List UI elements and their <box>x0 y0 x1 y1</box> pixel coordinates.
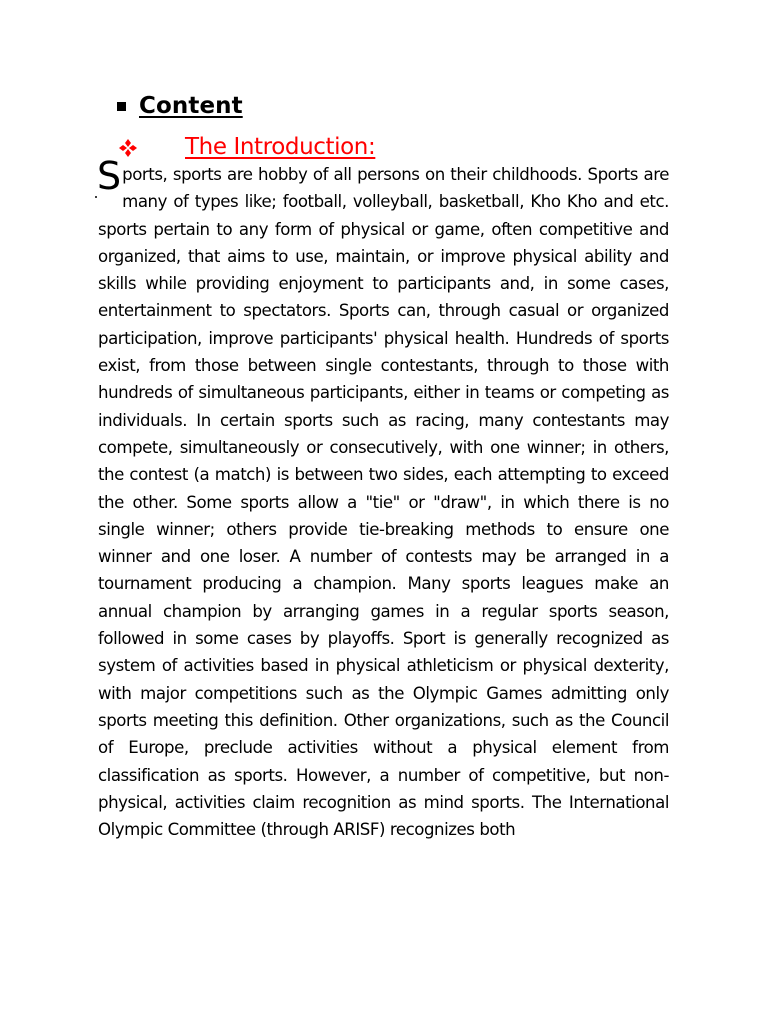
introduction-heading: The Introduction: <box>185 134 376 160</box>
content-heading-row <box>117 90 243 122</box>
paragraph-text: ports, sports are hobby of all persons on their childhoods. Sports are many of types like; football, volleyball, basketball, Kho Kho and etc. sports pertain to any form of physical or game, often competitive and organized, that aims to use, maintain, or improve physical ability and skills while providing enjoyment to participants and, in some cases, entertainment to spectators. Sports can, through casual or organized participation, improve participants' physical health. Hundreds of sports exist, from those between single contestants, through to those with hundreds of simultaneous participants, either in teams or competing as individuals. In certain sports such as racing, many contestants may compete, simultaneously or consecutively, with one winner; in others, the contest (a match) is between two sides, each attempting to exceed the other. Some sports allow a "tie" or "draw", in which there is no single winner; others provide tie-breaking methods to ensure one winner and one loser. A number of contests may be arranged in a tournament producing a champion. Many sports leagues make an annual champion by arranging games in a regular sports season, followed in some cases by playoffs. Sport is generally recognized as system of activities based in physical athleticism or physical dexterity, with major competitions such as the Olympic Games admitting only sports meeting this definition. Other organizations, such as the Council of Europe, preclude activities without a physical element from classification as sports. However, a number of competitive, but non-physical, activities claim recognition as mind sports. The International Olympic Committee (through ARISF) recognizes both <box>98 165 669 840</box>
introduction-heading-row <box>118 130 375 164</box>
introduction-paragraph <box>97 154 669 843</box>
drop-cap-letter: S <box>97 154 122 198</box>
square-bullet-icon <box>117 102 126 111</box>
content-heading: Content <box>139 93 243 119</box>
four-diamond-bullet-icon <box>118 138 138 158</box>
